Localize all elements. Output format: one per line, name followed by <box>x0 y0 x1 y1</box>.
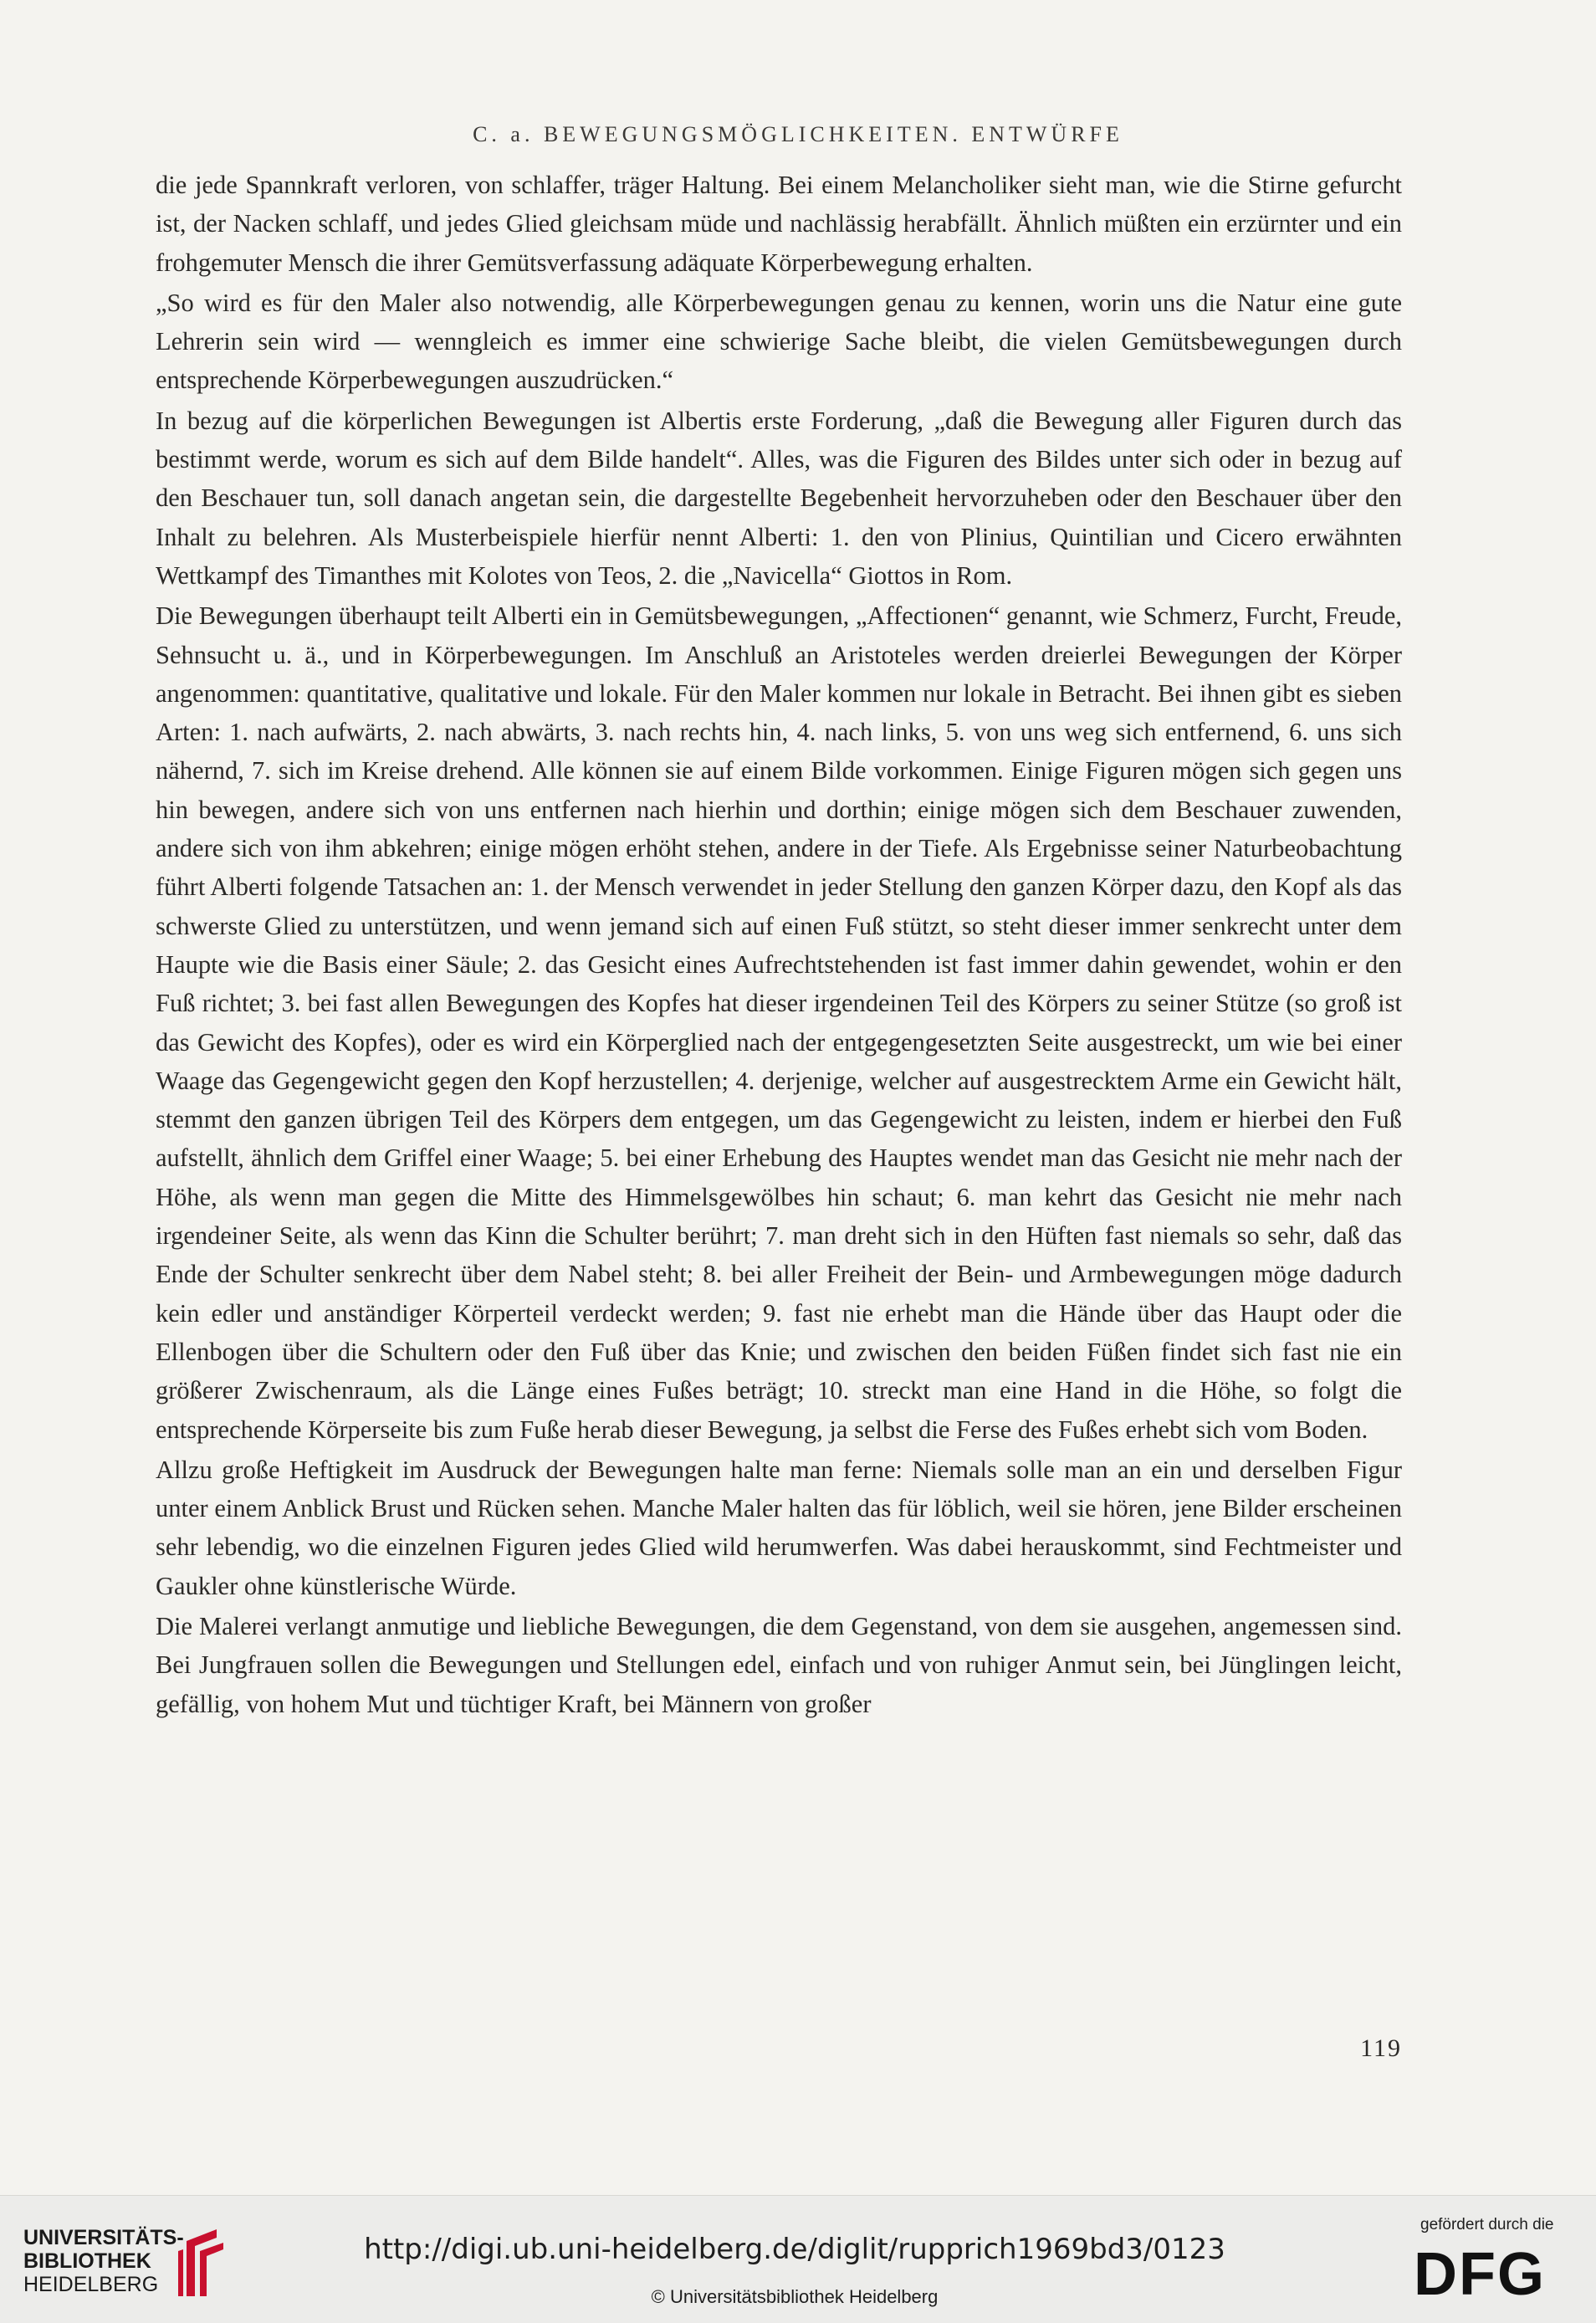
library-emblem-icon <box>161 2226 228 2301</box>
body-text <box>156 166 1402 1725</box>
dfg-logo[interactable] <box>1414 2216 1581 2316</box>
page-number: 119 <box>1360 2034 1402 2062</box>
paragraph-2: „So wird es für den Maler also notwendig, alle Körperbewegungen genau zu kennen, worin uns die Natur eine gute Lehrerin sein wird — wenngleich es immer eine schwierige Sache bleibt, die vielen Gemütsbewegungen durch entsprechende Körperbewegungen auszudrücken.“ <box>156 288 1402 395</box>
permalink-url[interactable]: http://digi.ub.uni-heidelberg.de/diglit/rupprich1969bd3/0123 <box>364 2233 1225 2266</box>
running-head: C. a. BEWEGUNGSMÖGLICHKEITEN. ENTWÜRFE <box>473 122 1123 146</box>
library-logo[interactable] <box>23 2226 341 2301</box>
copyright-notice: © Universitätsbibliothek Heidelberg <box>651 2286 939 2307</box>
funding-note: gefördert durch die <box>1420 2216 1554 2233</box>
dfg-logo-text: DFG <box>1414 2241 1546 2308</box>
paragraph-1: die jede Spannkraft verloren, von schlaffer, träger Haltung. Bei einem Melancholiker sieht man, wie die Stirne gefurcht ist, der Nacken schlaff, und jedes Glied gleichsam müde und nachlässig herabfällt. Ähnlich müßten ein erzürnter und ein frohgemuter Mensch die ihrer Gemütsverfassung adäquate Körperbewegung erhalten. <box>156 171 1402 277</box>
paragraph-3: In bezug auf die körperlichen Bewegungen ist Albertis erste Forderung, „daß die Bewegung aller Figuren durch das bestimmt werde, worum es sich auf dem Bilde handelt“. Alles, was die Figuren des Bildes unter sich oder in bezug auf den Beschauer tun, soll danach angetan sein, die dargestellte Begebenheit hervorzuheben oder den Beschauer über den Inhalt zu belehren. Als Musterbeispiele hierfür nennt Alberti: 1. den von Plinius, Quintilian und Cicero erwähnten Wettkampf des Timanthes mit Kolotes von Teos, 2. die „Navicella“ Giottos in Rom. <box>156 406 1402 590</box>
footer-bar <box>0 2195 1596 2323</box>
library-name-line-2: BIBLIOTHEK <box>23 2249 151 2273</box>
library-name-line-1: UNIVERSITÄTS- <box>23 2226 184 2249</box>
library-name <box>23 2226 184 2296</box>
paragraph-6: Die Malerei verlangt anmutige und liebliche Bewegungen, die dem Gegenstand, von dem sie ausgehen, angemessen sind. Bei Jungfrauen sollen die Bewegungen und Stellungen edel, einfach und von ruhiger Anmut sein, bei Jünglingen leicht, gefällig, von hohem Mut und tüchtiger Kraft, bei Männern von großer <box>156 1611 1402 1718</box>
library-name-line-3: HEIDELBERG <box>23 2273 159 2296</box>
paragraph-4: Die Bewegungen überhaupt teilt Alberti ein in Gemütsbewegungen, „Affectionen“ genannt, wie Schmerz, Furcht, Freude, Sehnsucht u. ä., und in Körperbewegungen. Im Anschluß an Aristoteles werden dreierlei Bewegungen der Körper angenommen: quantitative, qualitative und lokale. Für den Maler kommen nur lokale in Betracht. Bei ihnen gibt es sieben Arten: 1. nach aufwärts, 2. nach abwärts, 3. nach rechts hin, 4. nach links, 5. von uns weg sich entfernend, 6. uns sich nähernd, 7. sich im Kreise drehend. Alle können sie auf einem Bilde vorkommen. Einige Figuren mögen sich gegen uns hin bewegen, andere sich von uns entfernen nach hierhin und dorthin; einige mögen sich dem Beschauer zuwenden, andere sich von ihm abkehren; einige mögen erhöht stehen, andere in der Tiefe. Als Ergebnisse seiner Naturbeobachtung führt Alberti folgende Tatsachen an: 1. der Mensch verwendet in jeder Stellung den ganzen Körper dazu, den Kopf als das schwerste Glied zu unterstützen, und wenn jemand sich auf einen Fuß stützt, so steht dieser immer senkrecht unter dem Haupte wie die Basis einer Säule; 2. das Gesicht eines Aufrechtstehenden ist fast immer dahin gewendet, wohin er den Fuß richtet; 3. bei fast allen Bewegungen des Kopfes hat dieser irgendeinen Teil des Körpers zu seiner Stütze (so groß ist das Gewicht des Kopfes), oder es wird ein Körperglied nach der entgegengesetzten Seite ausgestreckt, um wie bei einer Waage das Gegengewicht gegen den Kopf herzustellen; 4. derjenige, welcher auf ausgestrecktem Arme ein Gewicht hält, stemmt den ganzen übrigen Teil des Körpers dem entgegen, um das Gegengewicht zu leisten, indem er hierbei den Fuß aufstellt, ähnlich dem Griffel einer Waage; 5. bei einer Erhebung des Hauptes wendet man das Gesicht nie mehr nach der Höhe, als wenn man gegen die Mitte des Himmelsgewölbes hin schaut; 6. man kehrt das Gesicht nie mehr nach irgendeiner Seite, als wenn das Kinn die Schulter berührt; 7. man dreht sich in den Hüften fast niemals so sehr, daß das Ende der Schulter senkrecht über dem Nabel steht; 8. bei aller Freiheit der Bein- und Armbewegungen möge dadurch kein edler und anständiger Körperteil verdeckt werden; 9. fast nie erhebt man die Hände über das Haupt oder die Ellenbogen über die Schultern oder den Fuß über das Knie; und zwischen den beiden Füßen findet sich fast nie ein größerer Zwischenraum, als die Länge eines Fußes beträgt; 10. streckt man eine Hand in die Höhe, so folgt die entsprechende Körperseite bis zum Fuße herab dieser Bewegung, ja selbst die Ferse des Fußes erhebt sich vom Boden. <box>156 601 1402 1444</box>
paragraph-5: Allzu große Heftigkeit im Ausdruck der Bewegungen halte man ferne: Niemals solle man an ein und derselben Figur unter einem Anblick Brust und Rücken sehen. Manche Maler halten das für löblich, weil sie hören, jene Bilder erscheinen sehr lebendig, wo die einzelnen Figuren jedes Glied wild herumwerfen. Was dabei herauskommt, sind Fechtmeister und Gaukler ohne künstlerische Würde. <box>156 1455 1402 1600</box>
